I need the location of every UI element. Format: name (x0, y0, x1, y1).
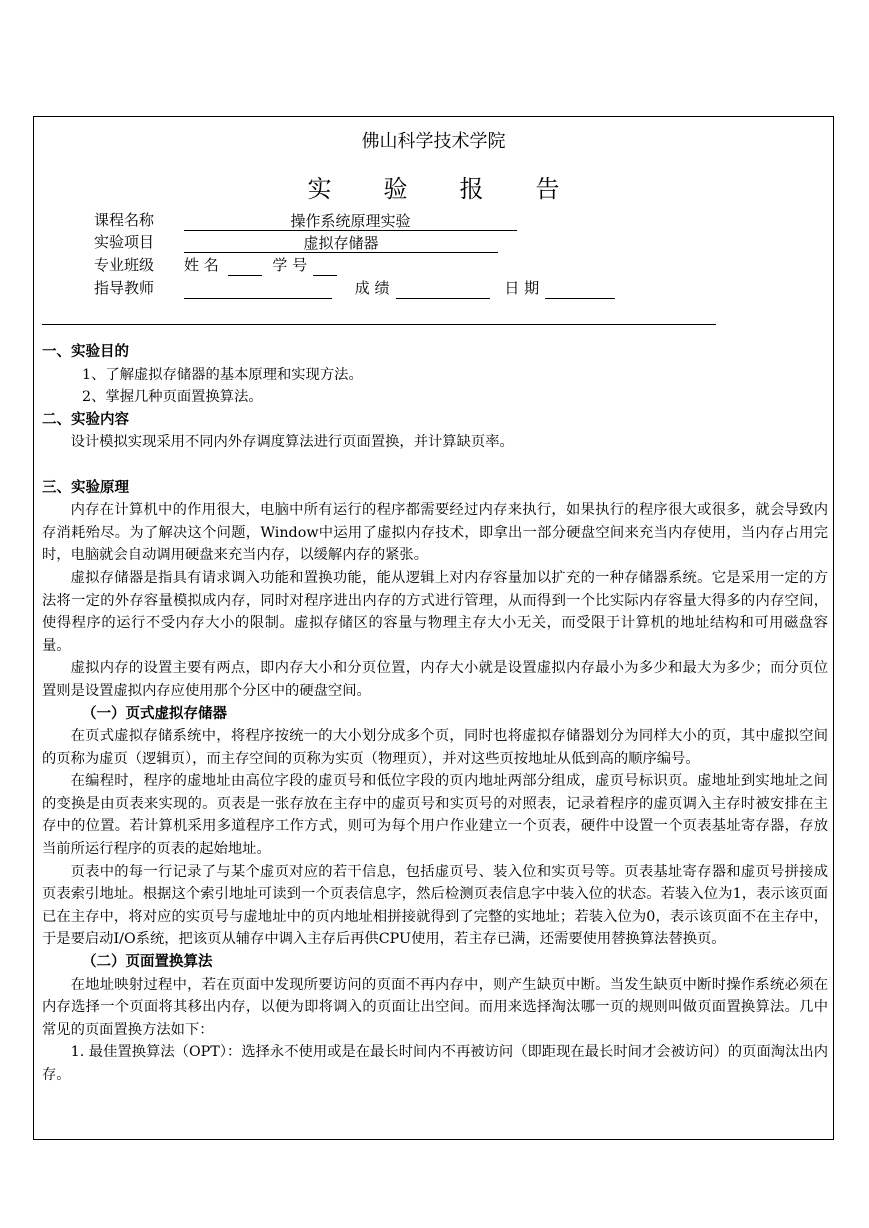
divider (42, 324, 716, 325)
subsection-heading: （二）页面置换算法 (82, 954, 213, 971)
course-row (94, 209, 517, 231)
score-label: 成 绩 (354, 279, 390, 297)
date-label: 日 期 (504, 279, 540, 297)
paragraph: 在页式虚拟存储系统中，将程序按统一的大小划分成多个页，同时也将虚拟存储器划分为同样大小的页，其中虚拟空间的页称为虚页（逻辑页），而主存空间的页称为实页（物理页），并对这些页按地址从低到高的顺序编号。 (42, 728, 828, 767)
class-label: 专业班级 (94, 256, 155, 274)
title-char: 报 (459, 175, 484, 203)
paragraph: 内存在计算机中的作用很大，电脑中所有运行的程序都需要经过内存来执行，如果执行的程序很大或很多，就会导致内存消耗殆尽。为了解决这个问题，Window中运用了虚拟内存技术，即拿出一部分硬盘空间来充当内存使用，当内存占用完时，电脑就会自动调用硬盘来充当内存，以缓解内存的紧张。 (42, 502, 828, 564)
teacher-label: 指导教师 (94, 279, 155, 297)
score-value (396, 280, 490, 299)
paragraph: 虚拟内存的设置主要有两点，即内存大小和分页位置，内存大小就是设置虚拟内存最小为多少和最大为多少；而分页位置则是设置虚拟内存应使用那个分区中的硬盘空间。 (42, 660, 828, 699)
list-item: 1. 最佳置换算法（OPT）：选择永不使用或是在最长时间内不再被访问（即距现在最长时间才会被访问）的页面淘汰出内存。 (42, 1044, 828, 1083)
teacher-value (184, 280, 332, 299)
project-value: 虚拟存储器 (184, 234, 498, 253)
report-frame (33, 116, 834, 1140)
report-body (42, 341, 828, 1087)
list-item: 1、了解虚拟存储器的基本原理和实现方法。 (82, 366, 363, 383)
course-value: 操作系统原理实验 (184, 212, 517, 231)
paragraph: 虚拟存储器是指具有请求调入功能和置换功能，能从逻辑上对内存容量加以扩充的一种存储器系统。它是采用一定的方法将一定的外存容量模拟成内存，同时对程序进出内存的方式进行管理，从而得到一个比实际内存容量大得多的内存空间，使得程序的运行不受内存大小的限制。虚拟存储区的容量与物理主存大小无关，而受限于计算机的地址结构和可用磁盘容量。 (42, 569, 828, 654)
title-char: 验 (383, 175, 408, 203)
section-heading: 一、实验目的 (42, 344, 129, 360)
class-row (94, 254, 337, 276)
institution-name: 佛山科学技术学院 (361, 131, 506, 152)
course-label: 课程名称 (94, 211, 155, 229)
paragraph: 在地址映射过程中，若在页面中发现所要访问的页面不再内存中，则产生缺页中断。当发生缺页中断时操作系统必须在内存选择一个页面将其移出内存，以便为即将调入的页面让出空间。而用来选择淘汰哪一页的规则叫做页面置换算法。几中常见的页面置换方法如下： (42, 976, 828, 1038)
name-value (228, 257, 262, 276)
subsection-heading: （一）页式虚拟存储器 (82, 705, 227, 722)
paragraph: 设计模拟实现采用不同内外存调度算法进行页面置换，并计算缺页率。 (70, 434, 514, 451)
student-id-label: 学 号 (272, 256, 308, 274)
paragraph: 在编程时，程序的虚地址由高位字段的虚页号和低位字段的页内地址两部分组成，虚页号标识页。虚地址到实地址之间的变换是由页表来实现的。页表是一张存放在主存中的虚页号和实页号的对照表，记录着程序的虚页调入主存时被安排在主存中的位置。若计算机采用多道程序工作方式，则可为每个用户作业建立一个页表，硬件中设置一个页表基址寄存器，存放当前所运行程序的页表的起始地址。 (42, 773, 828, 858)
section-heading: 三、实验原理 (42, 479, 129, 496)
list-item: 2、掌握几种页面置换算法。 (82, 389, 263, 406)
project-label: 实验项目 (94, 233, 155, 251)
section-heading: 二、实验内容 (42, 411, 129, 428)
teacher-row (94, 277, 615, 299)
report-title (34, 169, 833, 204)
date-value (545, 280, 615, 299)
paragraph: 页表中的每一行记录了与某个虚页对应的若干信息，包括虚页号、装入位和实页号等。页表基址寄存器和虚页号拼接成页表索引地址。根据这个索引地址可读到一个页表信息字，然后检测页表信息字中装入位的状态。若装入位为1，表示该页面已在主存中，将对应的实页号与虚地址中的页内地址相拼接就得到了完整的实地址；若装入位为0，表示该页面不在主存中，于是要启动I/O系统，把该页从辅存中调入主存后再供CPU使用，若主存已满，还需要使用替换算法替换页。 (42, 863, 828, 948)
name-label: 姓 名 (184, 256, 219, 274)
student-id-value (313, 257, 337, 276)
title-char: 告 (535, 175, 560, 203)
title-char: 实 (307, 175, 332, 203)
project-row (94, 231, 498, 253)
